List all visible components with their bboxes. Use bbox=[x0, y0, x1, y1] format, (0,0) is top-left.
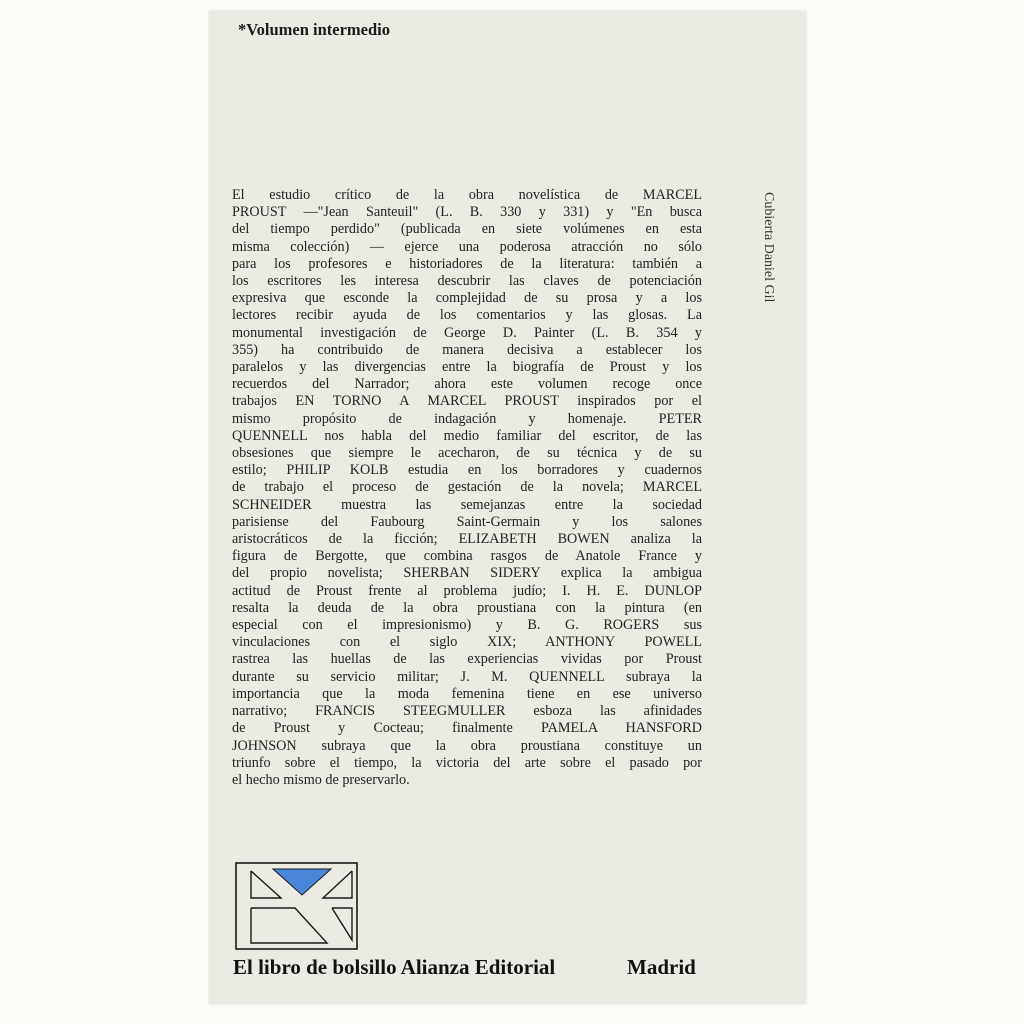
synopsis-line: triunfo sobre el tiempo, la victoria del arte sobre el pasado por bbox=[232, 754, 702, 771]
synopsis-line: monumental investigación de George D. Painter (L. B. 354 y bbox=[232, 324, 702, 341]
synopsis-line: vinculaciones con el siglo XIX; ANTHONY POWELL bbox=[232, 634, 702, 651]
synopsis-line: recuerdos del Narrador; ahora este volumen recoge once bbox=[232, 376, 702, 393]
synopsis-line: de trabajo el proceso de gestación de la novela; MARCEL bbox=[232, 479, 702, 496]
synopsis-line: durante su servicio militar; J. M. QUENNELL subraya la bbox=[232, 668, 702, 685]
synopsis-line: QUENNELL nos habla del medio familiar del escritor, de las bbox=[232, 427, 702, 444]
synopsis-line: narrativo; FRANCIS STEEGMULLER esboza las afinidades bbox=[232, 703, 702, 720]
synopsis-line: obsesiones que siempre le acecharon, de su técnica y de su bbox=[232, 445, 702, 462]
synopsis-line: trabajos EN TORNO A MARCEL PROUST inspirados por el bbox=[232, 393, 702, 410]
synopsis-line: estilo; PHILIP KOLB estudia en los borradores y cuadernos bbox=[232, 462, 702, 479]
synopsis-line: SCHNEIDER muestra las semejanzas entre la sociedad bbox=[232, 496, 702, 513]
synopsis-line: paralelos y las divergencias entre la biografía de Proust y los bbox=[232, 359, 702, 376]
cover-credit: Cubierta Daniel Gil bbox=[761, 192, 776, 303]
synopsis-line: importancia que la moda femenina tiene en ese universo bbox=[232, 685, 702, 702]
synopsis-line: resalta la deuda de la obra proustiana con la pintura (en bbox=[232, 599, 702, 616]
synopsis-line: PROUST —"Jean Santeuil" (L. B. 330 y 331) y "En busca bbox=[232, 204, 702, 221]
synopsis-line: misma colección) — ejerce una poderosa atracción no sólo bbox=[232, 238, 702, 255]
synopsis-text bbox=[232, 187, 702, 789]
synopsis-line: rastrea las huellas de las experiencias vividas por Proust bbox=[232, 651, 702, 668]
synopsis-line: expresiva que esconde la complejidad de su prosa y a los bbox=[232, 290, 702, 307]
alianza-editorial-logo-icon bbox=[235, 862, 358, 950]
synopsis-line: del propio novelista; SHERBAN SIDERY explica la ambigua bbox=[232, 565, 702, 582]
synopsis-line: del tiempo perdido" (publicada en siete volúmenes en esta bbox=[232, 221, 702, 238]
publisher-name: El libro de bolsillo Alianza Editorial bbox=[233, 955, 556, 979]
synopsis-line: para los profesores e historiadores de la literatura: también a bbox=[232, 255, 702, 272]
synopsis-line: 355) ha contribuido de manera decisiva a establecer los bbox=[232, 341, 702, 358]
synopsis-line: mismo propósito de indagación y homenaje. PETER bbox=[232, 410, 702, 427]
volume-label: *Volumen intermedio bbox=[238, 20, 391, 39]
synopsis-line: aristocráticos de la ficción; ELIZABETH BOWEN analiza la bbox=[232, 531, 702, 548]
publisher-city: Madrid bbox=[627, 955, 696, 979]
synopsis-line: actitud de Proust frente al problema judío; I. H. E. DUNLOP bbox=[232, 582, 702, 599]
synopsis-line: JOHNSON subraya que la obra proustiana constituye un bbox=[232, 737, 702, 754]
synopsis-line: El estudio crítico de la obra novelística de MARCEL bbox=[232, 187, 702, 203]
synopsis-line: lectores recibir ayuda de los comentarios y las glosas. La bbox=[232, 307, 702, 324]
synopsis-line: el hecho mismo de preservarlo. bbox=[232, 771, 410, 788]
synopsis-line: especial con el impresionismo) y B. G. ROGERS sus bbox=[232, 617, 702, 634]
synopsis-line: figura de Bergotte, que combina rasgos de Anatole France y bbox=[232, 548, 702, 565]
synopsis-line: parisiense del Faubourg Saint-Germain y los salones bbox=[232, 513, 702, 530]
synopsis-line: de Proust y Cocteau; finalmente PAMELA HANSFORD bbox=[232, 720, 702, 737]
synopsis-line: los escritores les interesa descubrir las claves de potenciación bbox=[232, 273, 702, 290]
